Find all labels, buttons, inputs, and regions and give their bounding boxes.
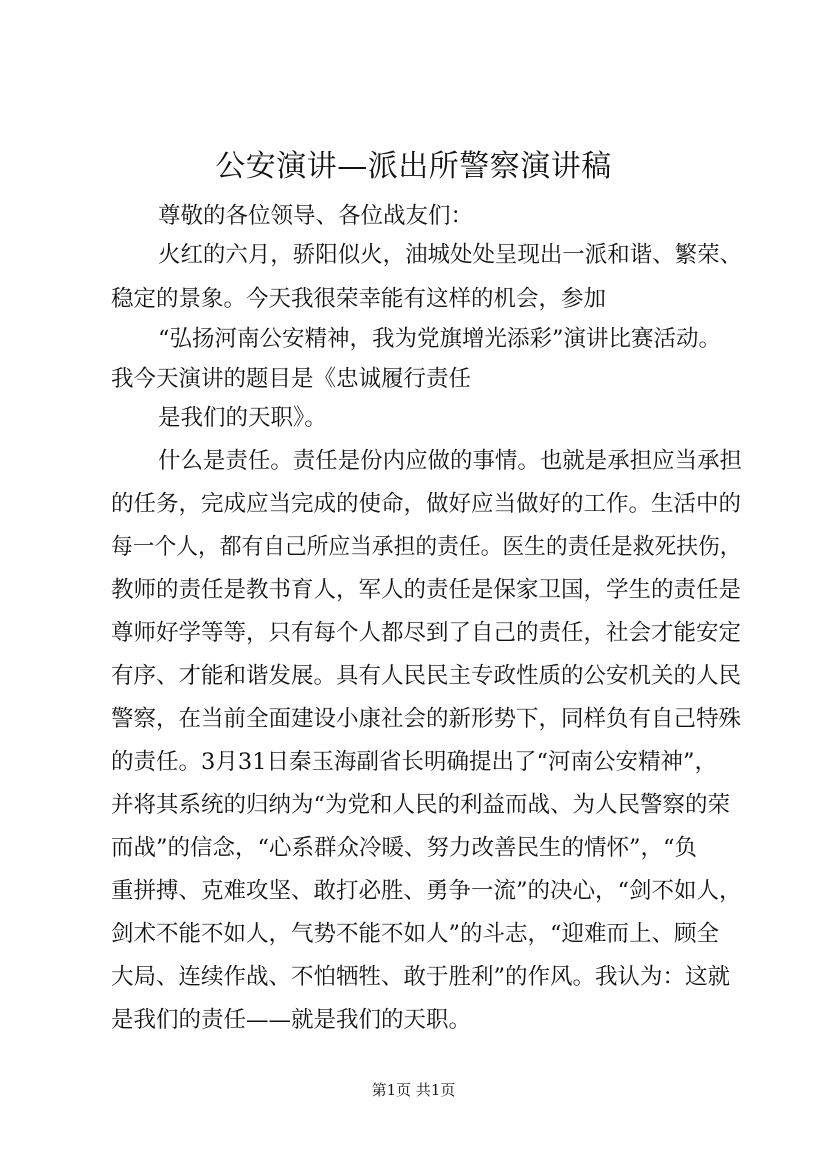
text-line: 而战”的信念，“心系群众冷暖、努力改善民生的情怀”，“负 <box>111 835 698 861</box>
document-title: 公安演讲—派出所警察演讲稿 <box>215 149 612 184</box>
text-line: 我今天演讲的题目是《忠诚履行责任 <box>111 366 472 392</box>
text-line: “弘扬河南公安精神，我为党旗增光添彩”演讲比赛活动。 <box>158 326 722 352</box>
text-line: 的责任。3月31日秦玉海副省长明确提出了“河南公安精神”， <box>111 749 717 775</box>
text-line: 火红的六月，骄阳似火，油城处处呈现出一派和谐、繁荣、 <box>158 242 743 268</box>
text-line: 警察，在当前全面建设小康社会的新形势下，同样负有自己特殊 <box>111 706 742 732</box>
text-line: 剑术不能不如人，气势不能不如人”的斗志，“迎难而上、顾全 <box>111 921 720 947</box>
text-line: 并将其系统的归纳为“为党和人民的利益而战、为人民警察的荣 <box>111 792 731 818</box>
salutation-line: 尊敬的各位领导、各位战友们： <box>158 203 474 229</box>
text-line: 是我们的责任——就是我们的天职。 <box>111 1007 472 1033</box>
text-line: 稳定的景象。今天我很荣幸能有这样的机会，参加 <box>111 286 607 312</box>
text-line: 的任务，完成应当完成的使命，做好应当做好的工作。生活中的 <box>111 491 742 517</box>
page-footer: 第1页 共1页 <box>371 1081 456 1099</box>
text-line: 重拼搏、克难攻坚、敢打必胜、勇争一流”的决心，“剑不如人， <box>111 878 742 904</box>
text-line: 是我们的天职》。 <box>158 405 327 431</box>
text-line: 大局、连续作战、不怕牺牲、敢于胜利”的作风。我认为：这就 <box>111 964 731 990</box>
text-line: 教师的责任是教书育人，军人的责任是保家卫国，学生的责任是 <box>111 577 742 603</box>
text-line: 什么是责任。责任是份内应做的事情。也就是承担应当承担 <box>158 448 743 474</box>
text-line: 有序、才能和谐发展。具有人民民主专政性质的公安机关的人民 <box>111 663 742 689</box>
text-line: 尊师好学等等，只有每个人都尽到了自己的责任，社会才能安定 <box>111 620 742 646</box>
text-line: 每一个人，都有自己所应当承担的责任。医生的责任是救死扶伤， <box>111 534 742 560</box>
